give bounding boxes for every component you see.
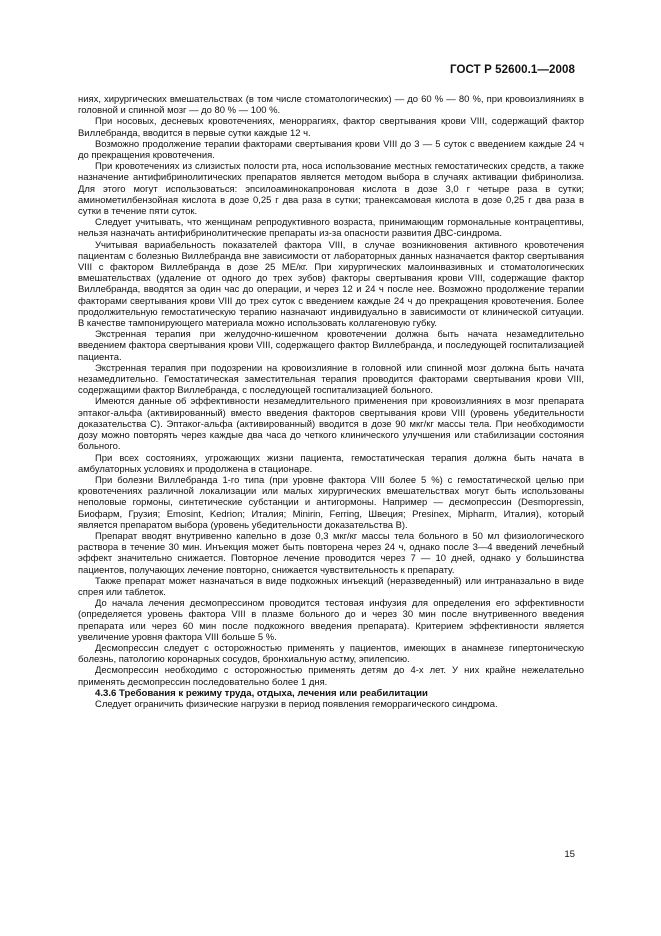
paragraph: Имеются данные об эффективности незамедлительного применения при кровоизлияниях в мозг препарата эптаког-альфа (активированный) вместо введения факторов свертывания крови VIII (уровень убедительности доказательства С). Эптаког-альфа (активированный) вводится в дозе 90 мкг/кг массы тела. При необходимости дозу можно повторять через каждые два часа до четкого клинического улучшения или стабилизации состояния больного. [78, 396, 584, 453]
section-heading: 4.3.6 Требования к режиму труда, отдыха, лечения или реабилитации [95, 687, 428, 699]
paragraph: Десмопрессин необходимо с осторожностью применять детям до 4-х лет. У них крайне нежелательно применять десмопрессин последовательно более 1 дня. [78, 665, 584, 688]
paragraph: Возможно продолжение терапии факторами свертывания крови VIII до 3 — 5 суток с введением каждые 24 ч до прекращения кровотечения. [78, 138, 584, 162]
paragraph: При носовых, десневых кровотечениях, меноррагиях, фактор свертывания крови VIII, содержащий фактор Виллебранда, вводится в первые сутки каждые 12 ч. [78, 116, 584, 139]
paragraph: Десмопрессин следует с осторожностью применять у пациентов, имеющих в анамнезе гипертоническую болезнь, патологию коронарных сосудов, бронхиальную астму, эпилепсию. [78, 642, 584, 666]
paragraph: При болезни Виллебранда 1-го типа (при уровне фактора VIII более 5 %) с гемостатической целью при кровотечениях различной локализации или малых хирургических вмешательствах могут быть использованы неполовые гормоны, синтетические субстанции и антигормоны. Например — десмопрессин (Desmopressin, Биофарм, Грузия; Emosint, Kedrion; Италия; Minirin, Ferring, Швеция; Presinex, Mipharm, Италия), который является препаратом выбора (уровень убедительности доказательства В). [78, 474, 584, 531]
document-code: ГОСТ Р 52600.1—2008 [450, 64, 575, 76]
paragraph: До начала лечения десмопрессином проводится тестовая инфузия для определения его эффективности (определяется уровень фактора VIII в плазме больного до и через 30 мин после внутривенного введения препарата или через 60 мин после подкожного введения препарата). Критерием эффективности является увеличение уровня фактора VIII больше 5 %. [78, 598, 584, 643]
paragraph: При всех состояниях, угрожающих жизни пациента, гемостатическая терапия должна быть начата в амбулаторных условиях и продолжена в стационаре. [78, 452, 584, 475]
paragraph: При кровотечениях из слизистых полости рта, носа использование местных гемостатических средств, а также назначение антифибринолитических препаратов является методом выбора в случаях активации фибринолиза. Для этого могут использоваться: эпсилоаминокапроновая кислота в дозе 3,0 г четыре раза в сутки; аминометилбензойная кислота в дозе 0,25 г два раза в сутки; транексамовая кислота в дозе 0,25 г два раза в сутки в течение пяти суток. [78, 161, 584, 218]
page-number: 15 [564, 849, 575, 860]
paragraph: Препарат вводят внутривенно капельно в дозе 0,3 мкг/кг массы тела больного в 50 мл физиологического раствора в течение 30 мин. Инъекция может быть повторена через 24 ч, однако после 3—4 введений лечебный эффект значительно снижается. Повторное лечение проводится через 7 — 10 дней, однако у большинства пациентов, получающих лечение повторно, снижается чувствительность к препарату. [78, 530, 584, 576]
paragraph: Экстренная терапия при подозрении на кровоизлияние в головной или спинной мозг должна быть начата незамедлительно. Гемостатическая заместительная терапия проводится факторами свертывания крови VIII, содержащими фактор Виллебранда, с последующей госпитализацией больного. [78, 362, 584, 397]
paragraph: Учитывая вариабельность показателей фактора VIII, в случае возникновения активного кровотечения пациентам с болезнью Виллебранда вне зависимости от лабораторных данных назначается фактор свертывания VIII с фактором Виллебранда в дозе 25 МЕ/кг. При хирургических малоинвазивных и стоматологических вмешательствах (удаление от одного до трех зубов) факторы свертывания крови VIII, содержащие фактор Виллебранда, вводятся за один час до операции, и через 12 и 24 ч после нее. Возможно продолжение терапии факторами свертывания крови VIII до трех суток с введением каждые 24 ч до прекращения кровотечения. Более продолжительную гемостатическую терапию назначают индивидуально в зависимости от клинической ситуации. В качестве тампонирующего материала можно использовать коллагеновую губку. [78, 239, 584, 330]
paragraph-continuation: ниях, хирургических вмешательствах (в том числе стоматологических) — до 60 % — 80 %, при кровоизлияниях в головной и спинной мозг — до 80 % — 100 %. [78, 94, 584, 117]
section-paragraph: Следует ограничить физические нагрузки в период появления геморрагического синдрома. [95, 699, 498, 711]
paragraph: Экстренная терапия при желудочно-кишечном кровотечении должна быть начата незамедлительно введением фактора свертывания крови VIII, содержащего фактор Виллебранда, и последующей госпитализацией пациента. [78, 329, 584, 363]
paragraph: Следует учитывать, что женщинам репродуктивного возраста, принимающим гормональные контрацептивы, нельзя назначать антифибринолитические препараты из-за опасности развития ДВС-синдрома. [78, 217, 584, 240]
paragraph: Также препарат может назначаться в виде подкожных инъекций (неразведенный) или интраназально в виде спрея или таблеток. [78, 575, 584, 598]
body-text [78, 94, 584, 710]
